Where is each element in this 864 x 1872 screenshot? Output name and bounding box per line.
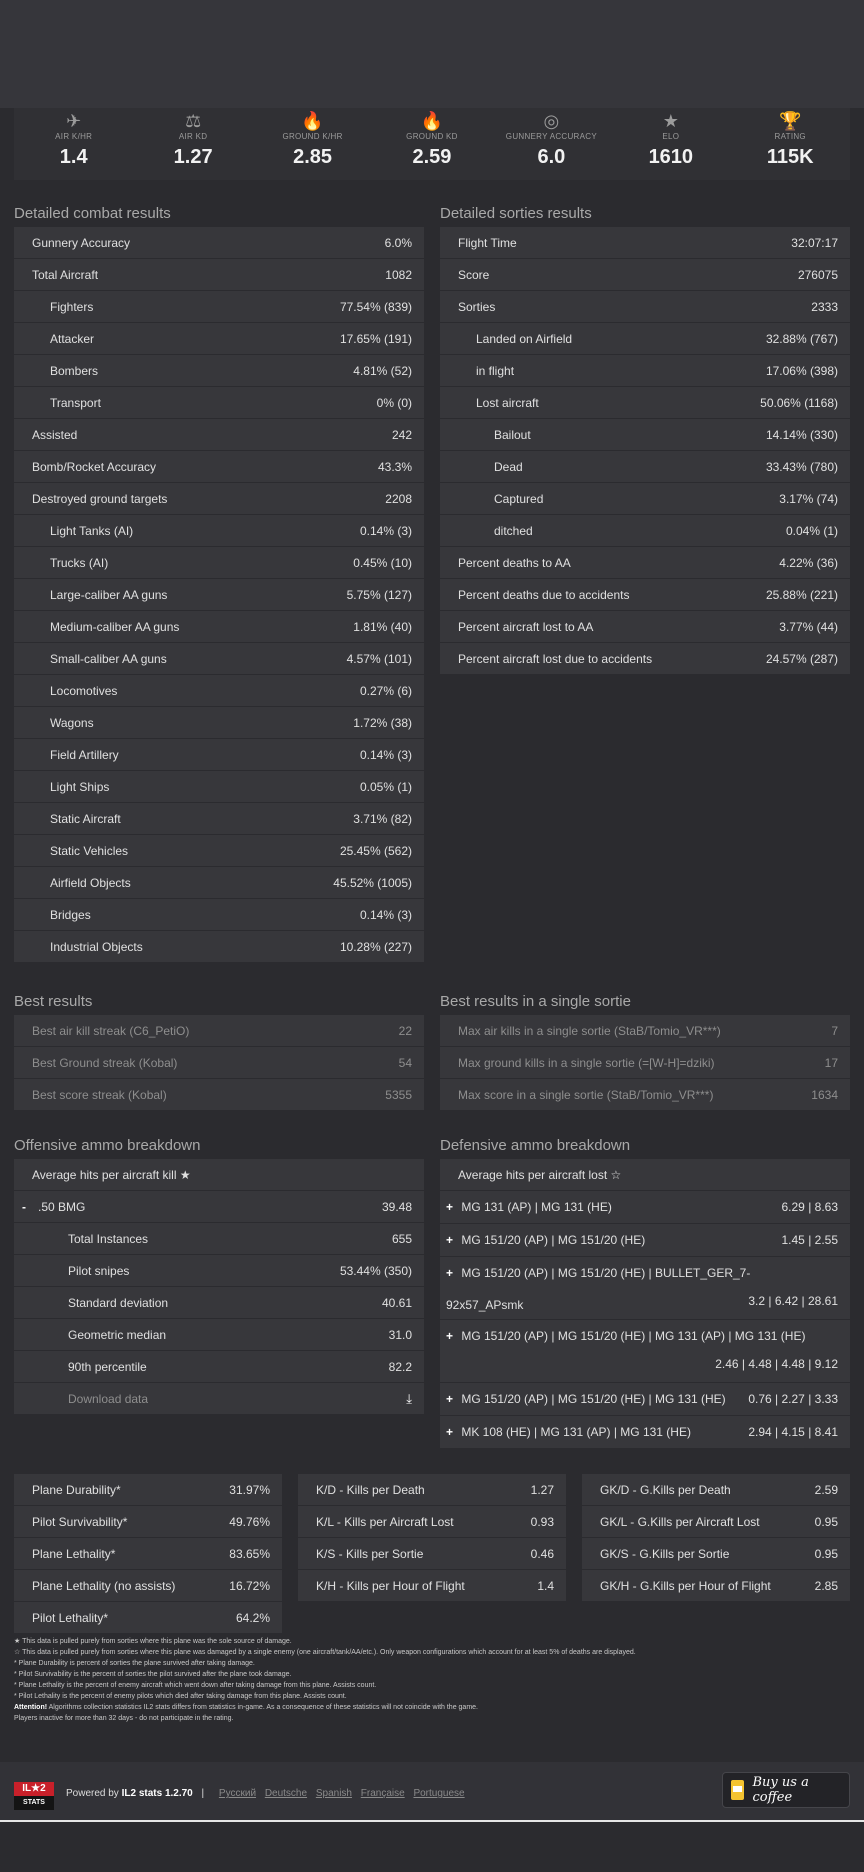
footer: [0, 1762, 864, 1822]
language-link-portuguese[interactable]: Portuguese: [413, 1788, 465, 1799]
stat-value: 0.14% (3): [359, 524, 412, 538]
stat-value: 24.57% (287): [765, 652, 838, 666]
stat-label: Captured: [494, 492, 544, 506]
summary-label: AIR K/HR: [55, 132, 93, 141]
stat-row: [14, 1079, 424, 1111]
stat-value: 655: [391, 1232, 412, 1246]
stat-label: Airfield Objects: [50, 876, 131, 890]
stat-value: 0.04% (1): [785, 524, 838, 538]
stat-label: Field Artillery: [50, 748, 119, 762]
stat-label: Max air kills in a single sortie (StaB/Tomio_VR***): [458, 1024, 721, 1038]
stat-row: [14, 323, 424, 355]
best-sortie-table: [440, 1015, 850, 1111]
stat-row: [14, 611, 424, 643]
stat-label: Landed on Airfield: [476, 332, 573, 346]
stat-row: [14, 931, 424, 963]
stat-value: 2.59: [814, 1483, 838, 1497]
stat-value: 1.72% (38): [353, 716, 412, 730]
coffee-cup-icon: [731, 1780, 744, 1800]
stat-label: Percent aircraft lost to AA: [458, 620, 594, 634]
ammo-row[interactable]: [440, 1224, 850, 1257]
stat-value: 32.88% (767): [765, 332, 838, 346]
stat-label: Best score streak (Kobal): [32, 1088, 167, 1102]
expand-icon[interactable]: +: [446, 1200, 454, 1214]
stat-label: Lost aircraft: [476, 396, 539, 410]
separator: |: [201, 1788, 205, 1799]
stat-value: 33.43% (780): [765, 460, 838, 474]
il2-stats-logo[interactable]: [14, 1782, 54, 1810]
stat-row: [298, 1506, 566, 1538]
stat-label: K/H - Kills per Hour of Flight: [316, 1579, 465, 1593]
stat-value: 5355: [385, 1088, 412, 1102]
download-data-row[interactable]: [14, 1383, 424, 1415]
stat-value: 64.2%: [235, 1611, 270, 1625]
stat-value: 16.72%: [229, 1579, 270, 1593]
stat-row: [440, 1047, 850, 1079]
powered-by: [66, 1786, 465, 1802]
stat-value: 49.76%: [229, 1515, 270, 1529]
stat-row: [440, 419, 850, 451]
stat-label: Standard deviation: [68, 1296, 169, 1310]
summary-label: ELO: [662, 132, 680, 141]
summary-label: GUNNERY ACCURACY: [505, 132, 597, 141]
powered-name[interactable]: IL2 stats 1.2.70: [121, 1788, 193, 1799]
stat-label: Pilot snipes: [68, 1264, 130, 1278]
stat-value: 1.81% (40): [353, 620, 412, 634]
stat-value: 31.0: [388, 1328, 412, 1342]
stat-row: [14, 899, 424, 931]
stat-label: Average hits per aircraft kill ★: [32, 1168, 191, 1182]
stat-row: [440, 643, 850, 675]
stat-row: [440, 259, 850, 291]
stat-row: [14, 579, 424, 611]
stat-label: Pilot Survivability*: [32, 1515, 128, 1529]
summary-label: RATING: [774, 132, 806, 141]
target-icon: ◎: [543, 111, 560, 131]
footnote: ☆ This data is pulled purely from sorties where this plane was damaged by a single enemy (one aircraft/tank/AA/etc.). Only weapon configurations which account for at least 5% of deaths are displayed.: [14, 1649, 636, 1656]
summary-ground-khr: [253, 108, 372, 180]
offensive-header-row: [14, 1159, 424, 1191]
stat-label: Average hits per aircraft lost ☆: [458, 1168, 622, 1182]
stat-row: [14, 1538, 282, 1570]
stat-row: [298, 1538, 566, 1570]
stat-label: Geometric median: [68, 1328, 167, 1342]
stat-label: Static Aircraft: [50, 812, 121, 826]
stat-row: [14, 803, 424, 835]
stat-row: [440, 451, 850, 483]
stat-label: Bomb/Rocket Accuracy: [32, 460, 157, 474]
stat-value: 82.2: [388, 1360, 412, 1374]
stat-row: [14, 1474, 282, 1506]
stat-label: Dead: [494, 460, 523, 474]
stat-label: Bridges: [50, 908, 91, 922]
stat-row: [440, 387, 850, 419]
best-sortie-heading: Best results in a single sortie: [440, 993, 631, 1010]
stat-row: [440, 227, 850, 259]
attention-text: Algorithms collection statistics IL2 stats differs from statistics in-game. As a consequence of these statistics will not coincide with the game.: [47, 1704, 478, 1711]
stat-value: 0.14% (3): [359, 748, 412, 762]
stat-value: 2.94 | 4.15 | 8.41: [748, 1425, 838, 1439]
ammo-label: [440, 1383, 738, 1415]
ammo-row[interactable]: [440, 1383, 850, 1416]
stat-row: [14, 675, 424, 707]
stat-value: 50.06% (1168): [760, 396, 838, 410]
stat-value: 2333: [811, 300, 838, 314]
stat-row: [440, 547, 850, 579]
summary-value: 6.0: [537, 146, 566, 168]
stat-value: 25.88% (221): [765, 588, 838, 602]
stat-value: 3.2 | 6.42 | 28.61: [748, 1294, 838, 1308]
buy-coffee-button[interactable]: [722, 1772, 850, 1808]
plane-icon: ✈: [66, 111, 82, 131]
stat-label: Industrial Objects: [50, 940, 143, 954]
summary-value: 1610: [648, 146, 694, 168]
stat-row: [14, 739, 424, 771]
stat-row: [14, 771, 424, 803]
stat-label: Destroyed ground targets: [32, 492, 168, 506]
stat-row: [14, 1223, 424, 1255]
stat-value: 0.95: [814, 1547, 838, 1561]
stat-label: Sorties: [458, 300, 496, 314]
stat-row: [14, 1047, 424, 1079]
summary-value: 115K: [766, 146, 814, 168]
stat-label: in flight: [476, 364, 515, 378]
stat-value: 2208: [385, 492, 412, 506]
expand-icon[interactable]: +: [446, 1425, 454, 1439]
stat-value: 0.76 | 2.27 | 3.33: [748, 1392, 838, 1406]
stat-value: 45.52% (1005): [333, 876, 412, 890]
stat-value: 22: [398, 1024, 412, 1038]
combat-heading: Detailed combat results: [14, 205, 171, 222]
summary-gunnery: [492, 108, 611, 180]
stat-label: Max ground kills in a single sortie (=[W-H]=dziki): [458, 1056, 715, 1070]
collapse-icon[interactable]: -: [22, 1200, 26, 1214]
bottom-stats-col3: [582, 1474, 850, 1602]
stat-label: Percent aircraft lost due to accidents: [458, 652, 653, 666]
stat-label: Wagons: [50, 716, 94, 730]
stat-label: GK/H - G.Kills per Hour of Flight: [600, 1579, 771, 1593]
stat-label: Light Tanks (AI): [50, 524, 134, 538]
ammo-toggle-row[interactable]: [14, 1191, 424, 1223]
stat-value: 5.75% (127): [346, 588, 412, 602]
stat-label: Assisted: [32, 428, 78, 442]
summary-strip: [14, 108, 850, 180]
expand-icon[interactable]: +: [446, 1233, 454, 1247]
ammo-row[interactable]: [440, 1257, 850, 1320]
stat-row: [440, 291, 850, 323]
footnote: * Pilot Lethality is the percent of enemy pilots which died after taking damage from this plane. Assists count.: [14, 1693, 347, 1700]
stat-value: 276075: [797, 268, 838, 282]
stat-label: GK/D - G.Kills per Death: [600, 1483, 731, 1497]
stat-value: 1082: [385, 268, 412, 282]
stat-value: 10.28% (227): [339, 940, 412, 954]
stat-label: Max score in a single sortie (StaB/Tomio_VR***): [458, 1088, 714, 1102]
stat-value: 0.46: [530, 1547, 554, 1561]
footnote: * Plane Durability is percent of sorties the plane survived after taking damage.: [14, 1660, 255, 1667]
summary-value: 1.4: [59, 146, 88, 168]
stat-row: [14, 707, 424, 739]
stat-row: [440, 355, 850, 387]
stat-label: K/L - Kills per Aircraft Lost: [316, 1515, 454, 1529]
summary-value: 2.85: [293, 146, 333, 168]
stat-label: Trucks (AI): [50, 556, 109, 570]
stat-label: GK/S - G.Kills per Sortie: [600, 1547, 730, 1561]
stat-row: [14, 483, 424, 515]
stat-label: K/D - Kills per Death: [316, 1483, 425, 1497]
stat-label: Pilot Lethality*: [32, 1611, 109, 1625]
stat-row: [14, 1015, 424, 1047]
stat-label: Best Ground streak (Kobal): [32, 1056, 178, 1070]
ammo-name: MG 151/20 (AP) | MG 151/20 (HE) | MG 131 (HE): [461, 1392, 726, 1406]
combat-results-table: [14, 227, 424, 963]
language-link-german[interactable]: Deutsche: [264, 1788, 308, 1799]
stat-value: 17: [824, 1056, 838, 1070]
stat-value: 6.0%: [384, 236, 412, 250]
fire-icon: 🔥: [301, 111, 324, 131]
download-icon[interactable]: ⤓: [406, 1391, 412, 1406]
stat-label: Bombers: [50, 364, 99, 378]
stat-row: [298, 1474, 566, 1506]
stat-row: [14, 515, 424, 547]
stat-row: [582, 1538, 850, 1570]
stat-label: Light Ships: [50, 780, 110, 794]
stat-label: Fighters: [50, 300, 94, 314]
stat-row: [14, 259, 424, 291]
ammo-label: [440, 1224, 657, 1256]
stat-label: Best air kill streak (C6_PetiO): [32, 1024, 190, 1038]
stat-value: 6.29 | 8.63: [781, 1200, 838, 1214]
stat-label: Percent deaths due to accidents: [458, 588, 630, 602]
stat-value: 83.65%: [229, 1547, 270, 1561]
stat-value: 0.14% (3): [359, 908, 412, 922]
ammo-row[interactable]: [440, 1320, 850, 1383]
attention-note: [14, 1702, 850, 1713]
bottom-stats-col1: [14, 1474, 282, 1634]
logo-top-text: IL★2: [14, 1782, 54, 1796]
summary-air-khr: [14, 108, 133, 180]
scales-icon: ⚖: [185, 111, 202, 131]
stat-value: 3.71% (82): [353, 812, 412, 826]
buy-coffee-label: Buy us a coffee: [752, 1775, 809, 1805]
stat-value: 0.93: [530, 1515, 554, 1529]
attention-label: Attention!: [14, 1704, 48, 1711]
offensive-heading: Offensive ammo breakdown: [14, 1137, 201, 1154]
summary-air-kd: [133, 108, 252, 180]
stat-row: [14, 451, 424, 483]
stat-row: [14, 1287, 424, 1319]
ammo-label: [440, 1191, 624, 1223]
stat-value: 0.45% (10): [353, 556, 412, 570]
stat-label: Bailout: [494, 428, 531, 442]
stat-row: [14, 1602, 282, 1634]
stat-label: ditched: [494, 524, 533, 538]
stat-row: [14, 1255, 424, 1287]
stat-label: Percent deaths to AA: [458, 556, 571, 570]
stat-row: [440, 1079, 850, 1111]
stat-row: [14, 227, 424, 259]
stat-value: 17.65% (191): [339, 332, 412, 346]
ammo-name: MK 108 (HE) | MG 131 (AP) | MG 131 (HE): [461, 1425, 691, 1439]
stat-row: [14, 1319, 424, 1351]
expand-icon[interactable]: +: [446, 1329, 454, 1343]
summary-value: 1.27: [173, 146, 213, 168]
ammo-row[interactable]: [440, 1416, 850, 1449]
stat-value: 1.4: [537, 1579, 554, 1593]
stat-value: 25.45% (562): [339, 844, 412, 858]
stat-label: Plane Lethality (no assists): [32, 1579, 176, 1593]
stat-value: 32:07:17: [791, 236, 838, 250]
stat-row: [14, 867, 424, 899]
language-link-russian[interactable]: Русский: [218, 1788, 257, 1799]
stat-value: 0.27% (6): [359, 684, 412, 698]
stat-row: [14, 1570, 282, 1602]
expand-icon[interactable]: +: [446, 1392, 454, 1406]
stat-value: 2.85: [814, 1579, 838, 1593]
stat-label: Score: [458, 268, 490, 282]
star-icon: ★: [662, 111, 679, 131]
ammo-name: MG 151/20 (AP) | MG 151/20 (HE) | BULLET_GER_7-92x57_APsmk: [446, 1266, 751, 1312]
stat-value: 0.05% (1): [359, 780, 412, 794]
stat-value: 14.14% (330): [765, 428, 838, 442]
footnote: ★ This data is pulled purely from sorties where this plane was the sole source of damage.: [14, 1638, 292, 1645]
ammo-label: [440, 1320, 817, 1352]
stat-row: [440, 515, 850, 547]
stat-label: Attacker: [50, 332, 95, 346]
stat-value: 77.54% (839): [339, 300, 412, 314]
stat-label: 90th percentile: [68, 1360, 147, 1374]
stat-label: Transport: [50, 396, 101, 410]
stat-value: 3.77% (44): [779, 620, 838, 634]
stat-value: 53.44% (350): [339, 1264, 412, 1278]
offensive-ammo-table: [14, 1159, 424, 1415]
stat-row: [440, 323, 850, 355]
best-results-table: [14, 1015, 424, 1111]
defensive-heading: Defensive ammo breakdown: [440, 1137, 631, 1154]
stat-value: 0% (0): [376, 396, 412, 410]
ammo-row[interactable]: [440, 1191, 850, 1224]
stat-value: 7: [831, 1024, 838, 1038]
summary-rating: [731, 108, 850, 180]
stat-label: Flight Time: [458, 236, 517, 250]
footnote: * Pilot Survivability is the percent of sorties the pilot survived after the plane took damage.: [14, 1671, 292, 1678]
stat-label: Plane Durability*: [32, 1483, 121, 1497]
summary-label: AIR KD: [178, 132, 208, 141]
defensive-ammo-table: [440, 1159, 850, 1449]
stat-value: 39.48: [381, 1200, 412, 1214]
ammo-name: .50 BMG: [38, 1200, 86, 1214]
stat-label: GK/L - G.Kills per Aircraft Lost: [600, 1515, 760, 1529]
defensive-header-row: [440, 1159, 850, 1191]
stat-row: [440, 611, 850, 643]
ammo-label: [14, 1191, 85, 1222]
stat-row: [14, 835, 424, 867]
stat-row: [14, 419, 424, 451]
ammo-name: MG 131 (AP) | MG 131 (HE): [461, 1200, 612, 1214]
stat-value: 1.45 | 2.55: [781, 1233, 838, 1247]
stat-row: [440, 579, 850, 611]
stat-value: 4.57% (101): [346, 652, 412, 666]
stat-value: 40.61: [381, 1296, 412, 1310]
stat-row: [582, 1506, 850, 1538]
language-link-spanish[interactable]: Spanish: [315, 1788, 352, 1799]
stat-value: 2.46 | 4.48 | 4.48 | 9.12: [715, 1357, 838, 1371]
stat-label: Total Aircraft: [32, 268, 99, 282]
stat-value: 4.22% (36): [779, 556, 838, 570]
stat-label: Total Instances: [68, 1232, 149, 1246]
expand-icon[interactable]: +: [446, 1266, 454, 1280]
stat-value: 242: [391, 428, 412, 442]
stat-row: [582, 1474, 850, 1506]
stat-row: [14, 547, 424, 579]
summary-value: 2.59: [412, 146, 452, 168]
stat-label: Plane Lethality*: [32, 1547, 116, 1561]
stat-value: 4.81% (52): [353, 364, 412, 378]
trophy-icon: 🏆: [779, 111, 802, 131]
stat-label: Locomotives: [50, 684, 118, 698]
stat-value: 43.3%: [377, 460, 412, 474]
stat-value: 0.95: [814, 1515, 838, 1529]
stat-row: [14, 1351, 424, 1383]
stat-row: [14, 291, 424, 323]
summary-label: GROUND KD: [406, 132, 458, 141]
language-link-french[interactable]: Française: [360, 1788, 405, 1799]
stat-value: 1634: [811, 1088, 838, 1102]
stat-row: [582, 1570, 850, 1602]
stat-label: Static Vehicles: [50, 844, 129, 858]
summary-elo: [611, 108, 730, 180]
stat-value: 1.27: [530, 1483, 554, 1497]
logo-bottom-text: STATS: [23, 1799, 45, 1806]
footnote: * Plane Lethality is the percent of enemy aircraft which went down after taking damage from this plane. Assists count.: [14, 1682, 377, 1689]
stat-value: 54: [398, 1056, 412, 1070]
stat-value: 17.06% (398): [765, 364, 838, 378]
summary-ground-kd: [372, 108, 491, 180]
footnotes: [14, 1636, 850, 1724]
stat-row: [440, 483, 850, 515]
download-data-link[interactable]: Download data: [68, 1392, 149, 1406]
stat-row: [14, 1506, 282, 1538]
best-heading: Best results: [14, 993, 93, 1010]
stat-row: [14, 643, 424, 675]
stat-row: [440, 1015, 850, 1047]
top-bar: [0, 0, 864, 108]
ammo-name: MG 151/20 (AP) | MG 151/20 (HE) | MG 131 (AP) | MG 131 (HE): [461, 1329, 806, 1343]
stat-label: Large-caliber AA guns: [50, 588, 168, 602]
stat-row: [14, 355, 424, 387]
stat-value: 31.97%: [229, 1483, 270, 1497]
sorties-heading: Detailed sorties results: [440, 205, 592, 222]
stat-label: K/S - Kills per Sortie: [316, 1547, 424, 1561]
powered-prefix: Powered by: [66, 1788, 122, 1799]
stat-row: [14, 387, 424, 419]
summary-label: GROUND K/HR: [282, 132, 343, 141]
ammo-label: [440, 1416, 703, 1448]
stat-label: Medium-caliber AA guns: [50, 620, 180, 634]
inactive-note: Players inactive for more than 32 days - do not participate in the rating.: [14, 1715, 234, 1722]
stat-row: [298, 1570, 566, 1602]
stat-label: Gunnery Accuracy: [32, 236, 131, 250]
fire-icon: 🔥: [420, 111, 444, 131]
stat-label: Small-caliber AA guns: [50, 652, 167, 666]
stat-value: 3.17% (74): [779, 492, 838, 506]
sorties-results-table: [440, 227, 850, 675]
bottom-stats-col2: [298, 1474, 566, 1602]
ammo-name: MG 151/20 (AP) | MG 151/20 (HE): [461, 1233, 646, 1247]
